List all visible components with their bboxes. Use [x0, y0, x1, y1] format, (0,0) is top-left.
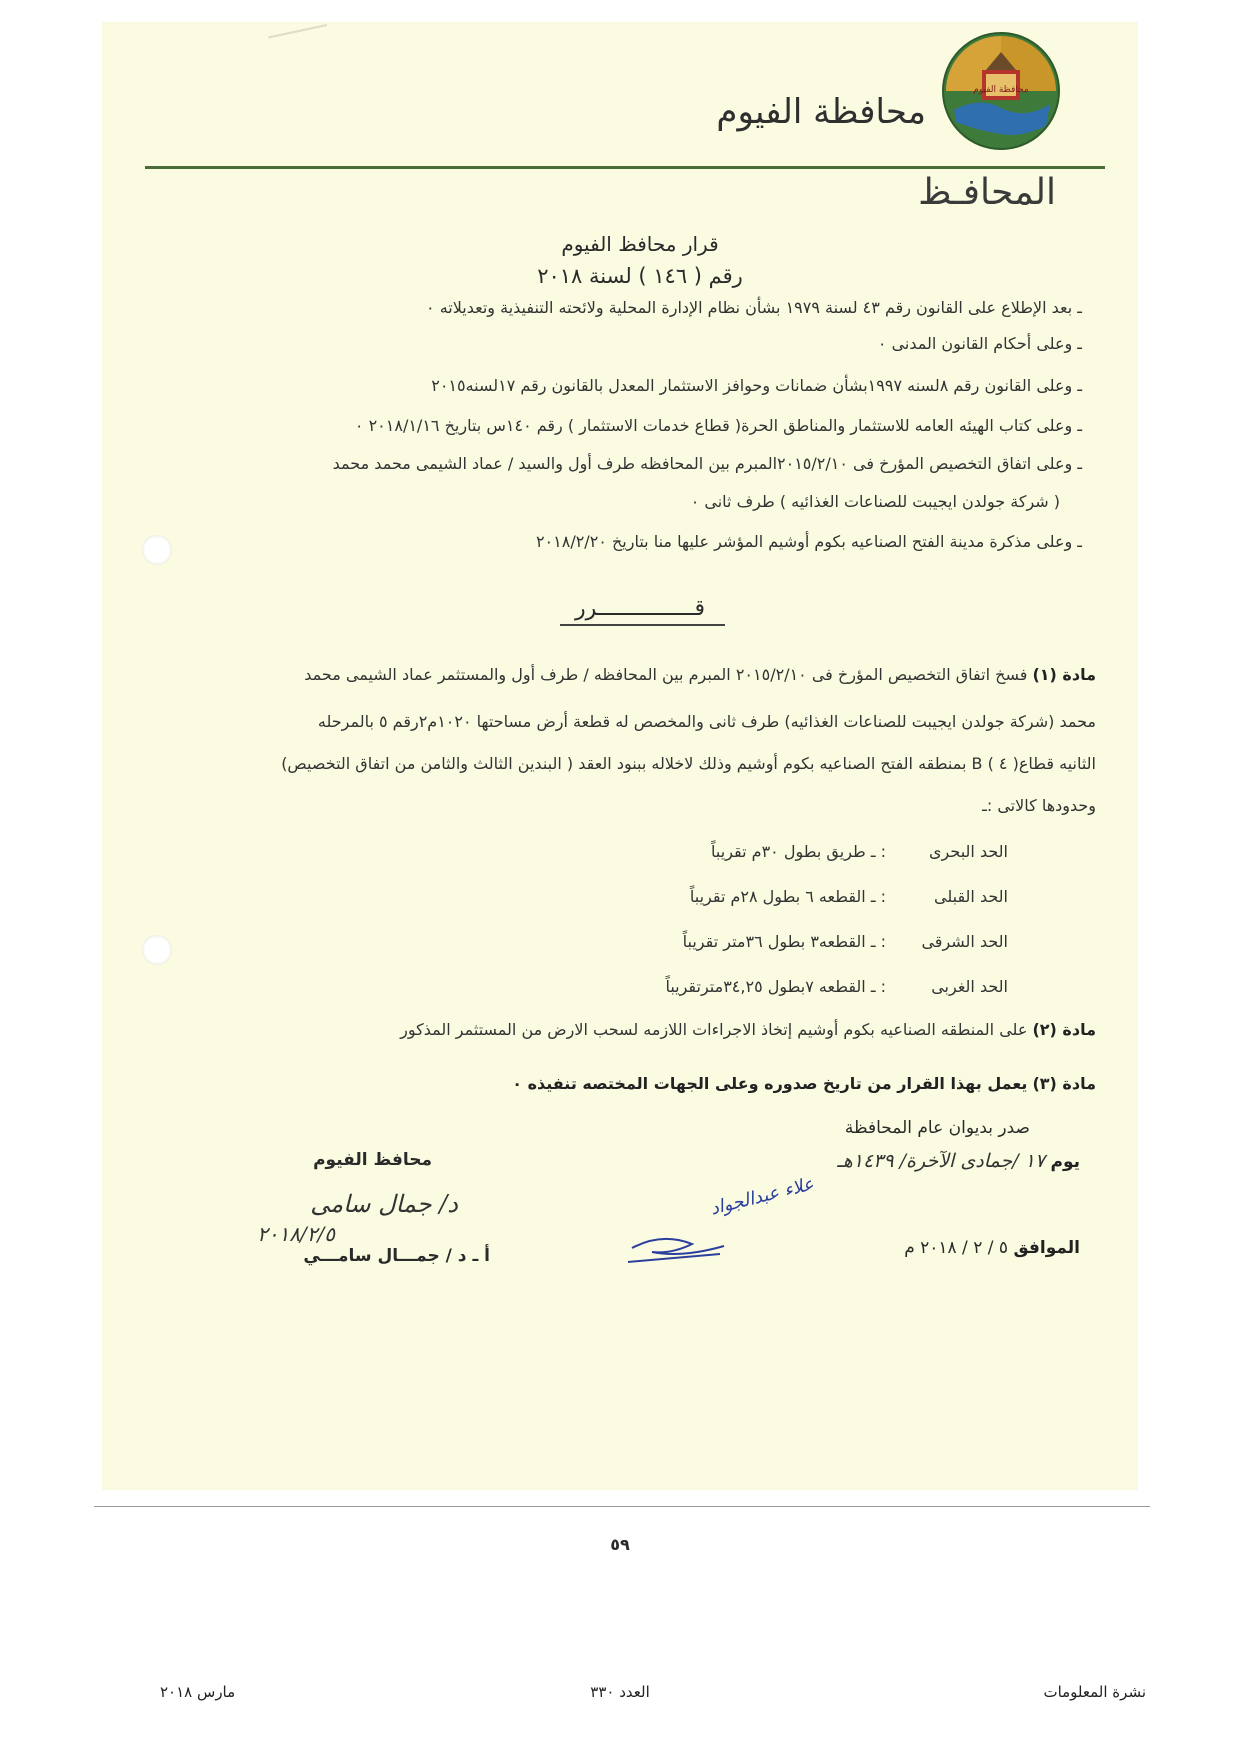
preamble-item: ـ بعد الإطلاع على القانون رقم ٤٣ لسنة ١٩٧٩ بشأن نظام الإدارة المحلية ولائحته التنفيذية وتعديلاته ٠: [426, 298, 1082, 317]
issue-date: مارس ٢٠١٨: [160, 1683, 236, 1701]
hijri-date-line: [837, 1150, 1080, 1172]
emblem-label: محافظة الفيوم: [973, 85, 1029, 95]
issued-office: صدر بديوان عام المحافظة: [844, 1118, 1030, 1138]
decree-title: قرار محافظ الفيوم: [561, 232, 719, 256]
article-2-label: مادة (٢): [1032, 1020, 1096, 1039]
article-3-text: يعمل بهذا القرار من تاريخ صدوره وعلى الجهات المختصه تنفيذه ٠: [512, 1074, 1028, 1093]
preamble-item: ( شركة جولدن ايجيبت للصناعات الغذائيه ) طرف ثانى ٠: [690, 492, 1060, 511]
reviewer-signature: [612, 1173, 816, 1278]
decree-heading: قـــــــــــــــرر: [575, 596, 705, 621]
article-1-line: وحدودها كالاتى :ـ: [982, 796, 1096, 815]
hijri-label: يوم: [1050, 1152, 1080, 1172]
article-2-line: [400, 1020, 1096, 1039]
footer-divider: [94, 1506, 1150, 1507]
decree-number: رقم ( ١٤٦ ) لسنة ٢٠١٨: [537, 264, 743, 288]
governorate-name: محافظة الفيوم: [716, 92, 926, 132]
decree-underline: [560, 624, 725, 626]
greg-date-line: [904, 1238, 1080, 1258]
preamble-item: ـ وعلى اتفاق التخصيص المؤرخ فى ٢٠١٥/٢/١٠المبرم بين المحافظه طرف أول والسيد / عماد الشيمى محمد محمد: [332, 454, 1082, 473]
page-number: ٥٩: [610, 1535, 630, 1554]
boundary-label: الحد الشرقى: [921, 932, 1008, 951]
boundary-label: الحد الغربى: [931, 977, 1008, 996]
preamble-item: ـ وعلى أحكام القانون المدنى ٠: [877, 334, 1082, 353]
signatory-name: أ ـ د / جمـــال سامـــي: [303, 1246, 490, 1266]
boundary-value: : ـ طريق بطول ٣٠م تقريباً: [711, 842, 886, 861]
header-divider: [145, 166, 1105, 169]
article-3-label: مادة (٣): [1032, 1074, 1096, 1093]
punch-hole-bottom: [142, 935, 172, 965]
handwritten-signature: د/ جمال سامى: [310, 1190, 458, 1218]
article-1-line: محمد (شركة جولدن ايجيبت للصناعات الغذائيه) طرف ثانى والمخصص له قطعة أرض مساحتها ١٠٢٠م٢رقم ٥ بالمرحله: [317, 712, 1096, 731]
preamble-item: ـ وعلى مذكرة مدينة الفتح الصناعيه بكوم أوشيم المؤشر عليها منا بتاريخ ٢٠١٨/٢/٢٠: [535, 532, 1082, 551]
article-2-text: على المنطقه الصناعيه بكوم أوشيم إتخاذ الاجراءات اللازمه لسحب الارض من المستثمر المذكور: [400, 1020, 1028, 1039]
article-1-line: الثانيه قطاع( ٤ ) B بمنطقه الفتح الصناعيه بكوم أوشيم وذلك لاخلاله ببنود العقد ( البندين الثالث والثامن من اتفاق التخصيص): [281, 754, 1096, 773]
punch-hole-top: [142, 535, 172, 565]
hijri-date: ١٧ /جمادى الآخرة/ ١٤٣٩هـ: [837, 1150, 1046, 1172]
article-1-text: فسخ اتفاق التخصيص المؤرخ فى ٢٠١٥/٢/١٠ المبرم بين المحافظه / طرف أول والمستثمر عماد الشيمى محمد: [304, 665, 1028, 684]
issue-number: العدد ٣٣٠: [590, 1683, 650, 1701]
boundary-label: الحد القبلى: [933, 887, 1008, 906]
greg-date: ٥ / ٢ / ٢٠١٨ م: [904, 1238, 1009, 1258]
boundary-value: : ـ القطعه ٧بطول ٣٤,٢٥مترتقريباً: [665, 977, 886, 996]
preamble-item: ـ وعلى القانون رقم ٨لسنه ١٩٩٧بشأن ضمانات وحوافز الاستثمار المعدل بالقانون رقم ١٧لسنه٢٠١٥: [431, 376, 1082, 395]
handwritten-date: ٢٠١٨/٢/٥: [257, 1222, 335, 1246]
reviewer-signature-text: علاء عبدالجواد: [708, 1173, 816, 1220]
publication-name: نشرة المعلومات: [1043, 1683, 1146, 1701]
greg-label: الموافق: [1013, 1238, 1080, 1258]
boundary-value: : ـ القطعه ٦ بطول ٢٨م تقريباً: [689, 887, 886, 906]
article-1-line: [304, 665, 1096, 684]
preamble-item: ـ وعلى كتاب الهيئه العامه للاستثمار والمناطق الحرة( قطاع خدمات الاستثمار ) رقم ١٤٠س بتاريخ ٢٠١٨/١/١٦ ٠: [354, 416, 1082, 435]
governorate-emblem-icon: [940, 30, 1062, 152]
office-title: المحافـظ: [918, 172, 1056, 213]
article-3-line: [512, 1074, 1096, 1093]
boundary-label: الحد البحرى: [929, 842, 1008, 861]
signatory-title: محافظ الفيوم: [313, 1150, 432, 1170]
boundary-value: : ـ القطعه٣ بطول ٣٦متر تقريباً: [682, 932, 886, 951]
article-1-label: مادة (١): [1032, 665, 1096, 684]
